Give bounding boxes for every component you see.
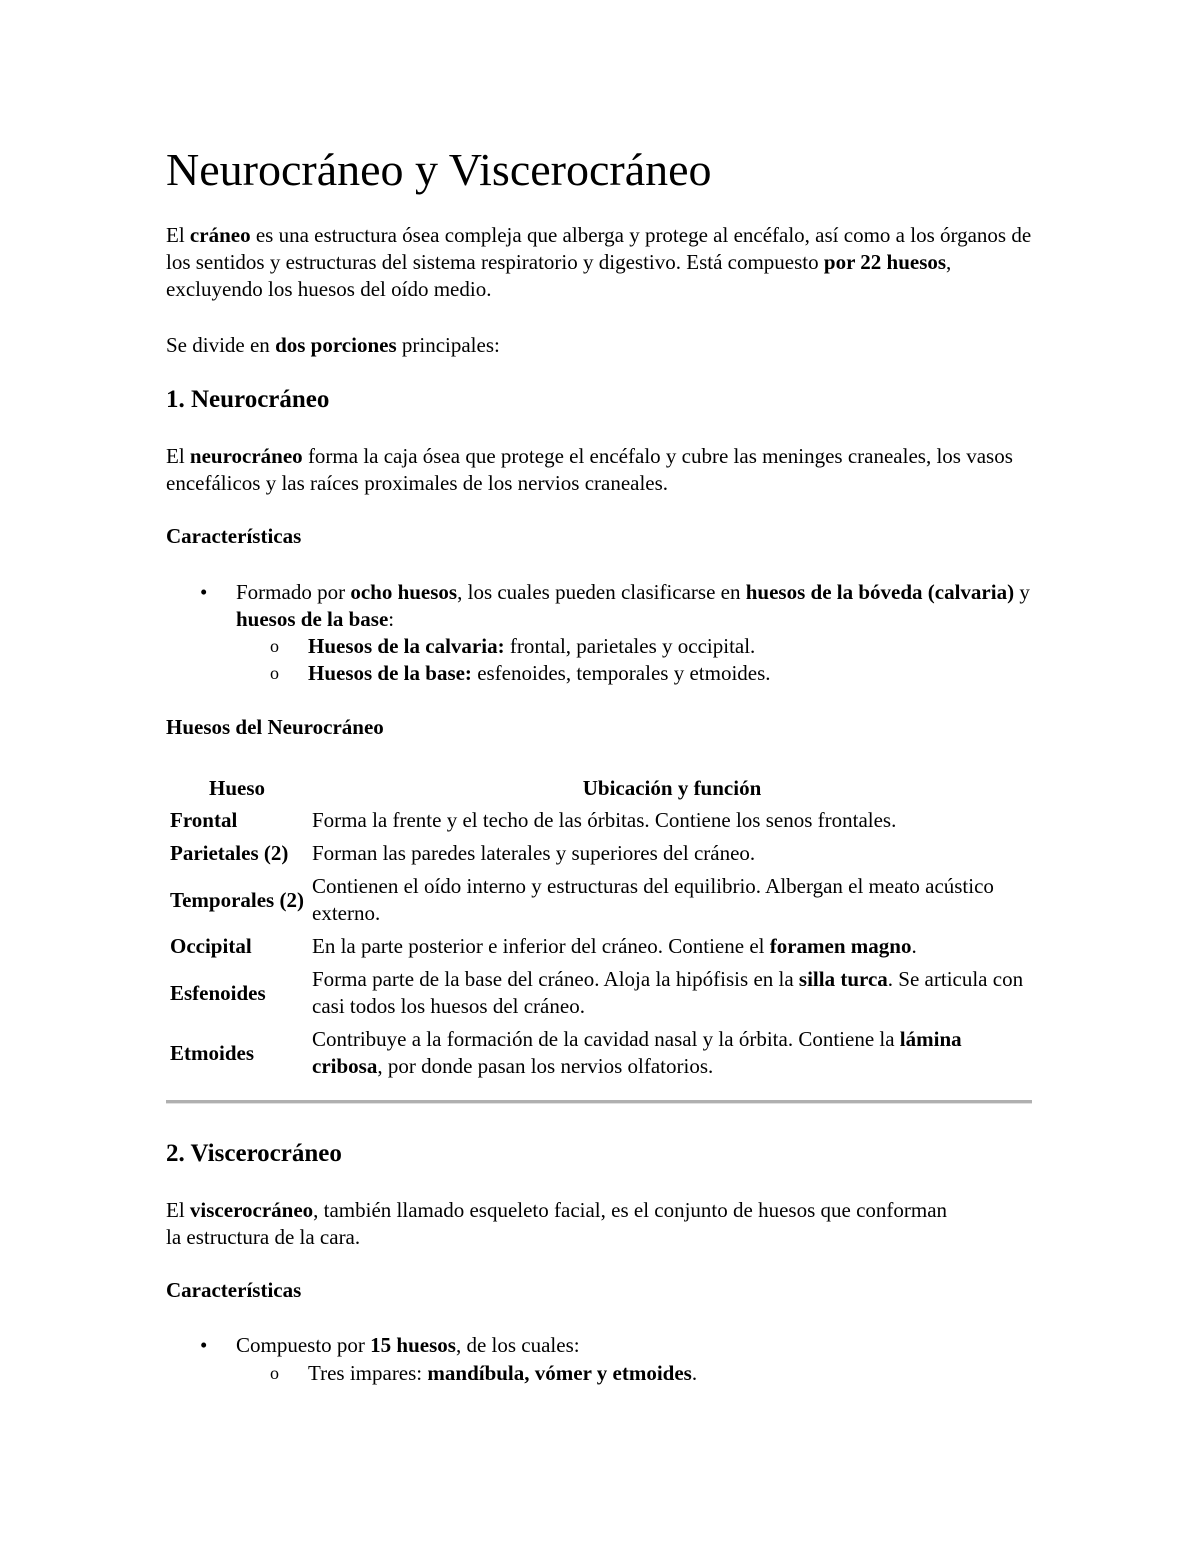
table-row	[166, 1023, 1036, 1083]
division-paragraph	[166, 332, 1046, 359]
bone-desc-bold: foramen magno	[769, 934, 912, 958]
neuro-bullet-text-3: y	[1014, 580, 1030, 604]
neuro-desc-text-2: forma la caja ósea que protege el encéfalo y cubre las meninges craneales, los vasos encefálicos y las raíces proximales de los nervios craneales.	[166, 444, 1013, 495]
visc-desc-text-2: , también llamado esqueleto facial, es el conjunto de huesos que conforman la estructura de la cara.	[166, 1198, 948, 1249]
neuro-sub-item-calvaria	[308, 633, 1028, 660]
visc-sub-item	[308, 1360, 1028, 1387]
neuro-bullet-item	[236, 579, 1036, 633]
bone-name: Temporales (2)	[170, 887, 304, 912]
division-bold: dos porciones	[275, 333, 397, 357]
bone-desc-text: Forma la frente y el techo de las órbitas. Contiene los senos frontales.	[312, 808, 897, 832]
horizontal-rule	[166, 1100, 1032, 1104]
page-title: Neurocráneo y Viscerocráneo	[166, 144, 712, 195]
bullet-symbol: •	[200, 580, 208, 604]
visc-bullet-text-1: Compuesto por	[236, 1333, 371, 1357]
table-row	[166, 930, 1036, 963]
table-row	[166, 870, 1036, 930]
visc-desc-bold: viscerocráneo	[189, 1198, 314, 1222]
bone-description	[308, 870, 1036, 930]
bone-description	[308, 1023, 1036, 1083]
bone-desc-text: Forma parte de la base del cráneo. Aloja la hipófisis en la	[312, 967, 799, 991]
visc-bullet-bold: 15 huesos	[370, 1333, 456, 1357]
sub-bullet-symbol: o	[270, 1363, 279, 1383]
table-row	[166, 837, 1036, 870]
division-text-2: principales:	[396, 333, 500, 357]
neuro-bullet-text-2: , los cuales pueden clasificarse en	[457, 580, 746, 604]
division-text-1: Se divide en	[166, 333, 276, 357]
bone-desc-bold: silla turca	[798, 967, 888, 991]
intro-text-1: El	[166, 223, 190, 247]
bone-desc-text: . Se articula con casi todos los huesos del cráneo.	[312, 967, 1024, 1018]
neuro-sub-bold-calvaria: Huesos de la calvaria:	[308, 634, 505, 658]
neuro-bullet-text-1: Formado por	[236, 580, 351, 604]
intro-text-3: , excluyendo los huesos del oído medio.	[166, 250, 952, 301]
sub-bullet-symbol: o	[270, 663, 279, 683]
column-header-ubicacion: Ubicación y función	[582, 776, 762, 800]
neuro-sub-text-base: esfenoides, temporales y etmoides.	[471, 661, 771, 685]
sub-bullet-symbol: o	[270, 636, 279, 656]
intro-paragraph	[166, 222, 1036, 303]
neuro-sub-bold-base: Huesos de la base:	[308, 661, 472, 685]
bullet-symbol: •	[200, 1333, 208, 1357]
neuro-bullet-bold-1: ocho huesos	[350, 580, 458, 604]
intro-bold-22-huesos: por 22 huesos	[823, 250, 947, 274]
neuro-desc-text-1: El	[166, 444, 190, 468]
visc-description	[166, 1197, 966, 1251]
bone-description	[308, 804, 1036, 837]
visc-bullet-text-2: , de los cuales:	[455, 1333, 580, 1357]
neuro-sub-text-calvaria: frontal, parietales y occipital.	[504, 634, 756, 658]
bones-table-heading: Huesos del Neurocráneo	[166, 715, 384, 739]
visc-bullet-item	[236, 1332, 1036, 1359]
table-header-row	[166, 773, 1036, 804]
column-header-hueso: Hueso	[208, 776, 265, 800]
bone-name: Parietales (2)	[170, 841, 289, 865]
visc-sub-text-1: Tres impares:	[308, 1361, 428, 1385]
bone-desc-text: Forman las paredes laterales y superiores del cráneo.	[312, 841, 756, 865]
bone-desc-text: .	[911, 934, 917, 958]
neuro-sub-item-base	[308, 660, 1028, 687]
bone-name: Etmoides	[170, 1040, 254, 1065]
bone-description	[308, 837, 1036, 870]
neuro-bullet-text-4: :	[388, 607, 395, 631]
bone-desc-text: , por donde pasan los nervios olfatorios.	[377, 1054, 714, 1078]
section-heading-viscerocraneo: 2. Viscerocráneo	[166, 1140, 342, 1167]
bone-name: Esfenoides	[170, 980, 266, 1005]
neuro-desc-bold: neurocráneo	[189, 444, 303, 468]
visc-desc-text-1: El	[166, 1198, 190, 1222]
neuro-bullet-bold-2: huesos de la bóveda (calvaria)	[745, 580, 1015, 604]
bones-table	[166, 773, 1036, 1083]
bone-description	[308, 930, 1036, 963]
neuro-bullet-bold-3: huesos de la base	[236, 607, 389, 631]
visc-features-heading: Características	[166, 1278, 302, 1302]
table-row	[166, 963, 1036, 1023]
bone-name: Frontal	[170, 808, 238, 832]
bone-name: Occipital	[170, 934, 252, 958]
intro-text-2: es una estructura ósea compleja que alberga y protege al encéfalo, así como a los órganos de los sentidos y estructuras del sistema respiratorio y digestivo. Está compuesto	[166, 223, 1032, 274]
bone-desc-text: En la parte posterior e inferior del cráneo. Contiene el	[312, 934, 770, 958]
neuro-description	[166, 443, 1036, 497]
neuro-features-heading: Características	[166, 524, 302, 548]
section-heading-neurocraneo: 1. Neurocráneo	[166, 386, 330, 413]
bone-desc-text: Contienen el oído interno y estructuras del equilibrio. Albergan el meato acústico externo.	[312, 874, 994, 925]
visc-sub-bold: mandíbula, vómer y etmoides	[427, 1361, 692, 1385]
intro-bold-craneo: cráneo	[189, 223, 251, 247]
bone-desc-text: Contribuye a la formación de la cavidad nasal y la órbita. Contiene la	[312, 1027, 900, 1051]
table-row	[166, 804, 1036, 837]
visc-sub-text-2: .	[691, 1361, 698, 1385]
bone-description	[308, 963, 1036, 1023]
bone-desc-bold: lámina cribosa	[312, 1027, 962, 1078]
